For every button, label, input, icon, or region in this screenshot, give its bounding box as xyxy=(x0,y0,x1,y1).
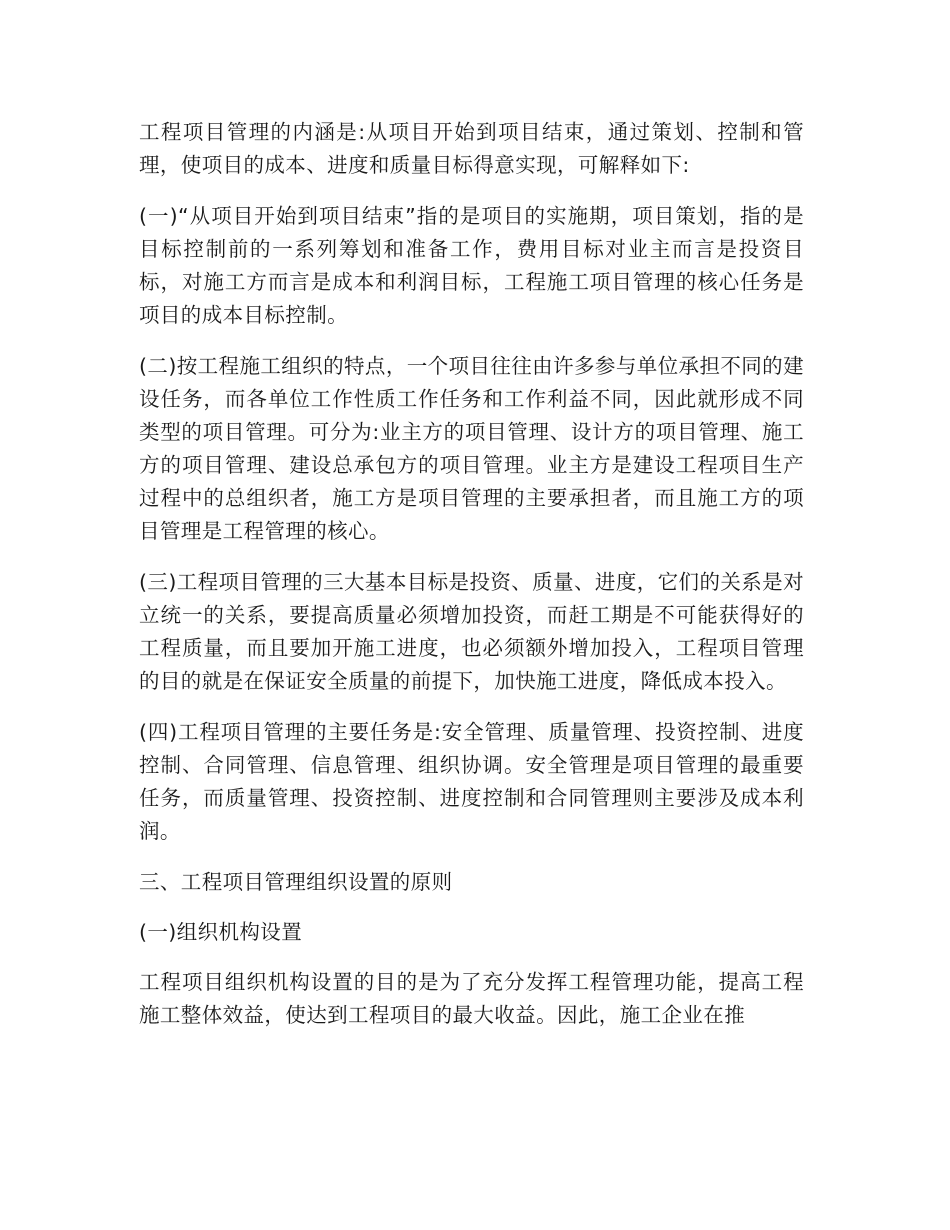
paragraph-item-2: (二)按工程施工组织的特点，一个项目往往由许多参与单位承担不同的建设任务，而各单位工作性质工作任务和工作利益不同，因此就形成不同类型的项目管理。可分为:业主方的项目管理、设计方的项目管理、施工方的项目管理、建设总承包方的项目管理。业主方是建设工程项目生产过程中的总组织者，施工方是项目管理的主要承担者，而且施工方的项目管理是工程管理的核心。 xyxy=(139,354,804,543)
paragraph-item-3: (三)工程项目管理的三大基本目标是投资、质量、进度，它们的关系是对立统一的关系，要提高质量必须增加投资，而赶工期是不可能获得好的工程质量，而且要加开施工进度，也必须额外增加投入，工程项目管理的目的就是在保证安全质量的前提下，加快施工进度，降低成本投入。 xyxy=(139,570,804,693)
paragraph-org-setup: 工程项目组织机构设置的目的是为了充分发挥工程管理功能，提高工程施工整体效益，使达到工程项目的最大收益。因此，施工企业在推 xyxy=(139,970,804,1027)
subsection-heading: (一)组织机构设置 xyxy=(139,920,303,944)
section-heading: 三、工程项目管理组织设置的原则 xyxy=(139,870,453,894)
paragraph-item-4: (四)工程项目管理的主要任务是:安全管理、质量管理、投资控制、进度控制、合同管理、信息管理、组织协调。安全管理是项目管理的最重要任务，而质量管理、投资控制、进度控制和合同管理则主要涉及成本利润。 xyxy=(139,720,804,843)
document-body xyxy=(139,116,804,1050)
paragraph-item-1: (一)“从项目开始到项目结束”指的是项目的实施期，项目策划，指的是目标控制前的一系列筹划和准备工作，费用目标对业主而言是投资目标，对施工方而言是成本和利润目标，工程施工项目管理的核心任务是项目的成本目标控制。 xyxy=(139,204,804,327)
paragraph-intro: 工程项目管理的内涵是:从项目开始到项目结束，通过策划、控制和管理，使项目的成本、进度和质量目标得意实现，可解释如下: xyxy=(139,120,804,177)
